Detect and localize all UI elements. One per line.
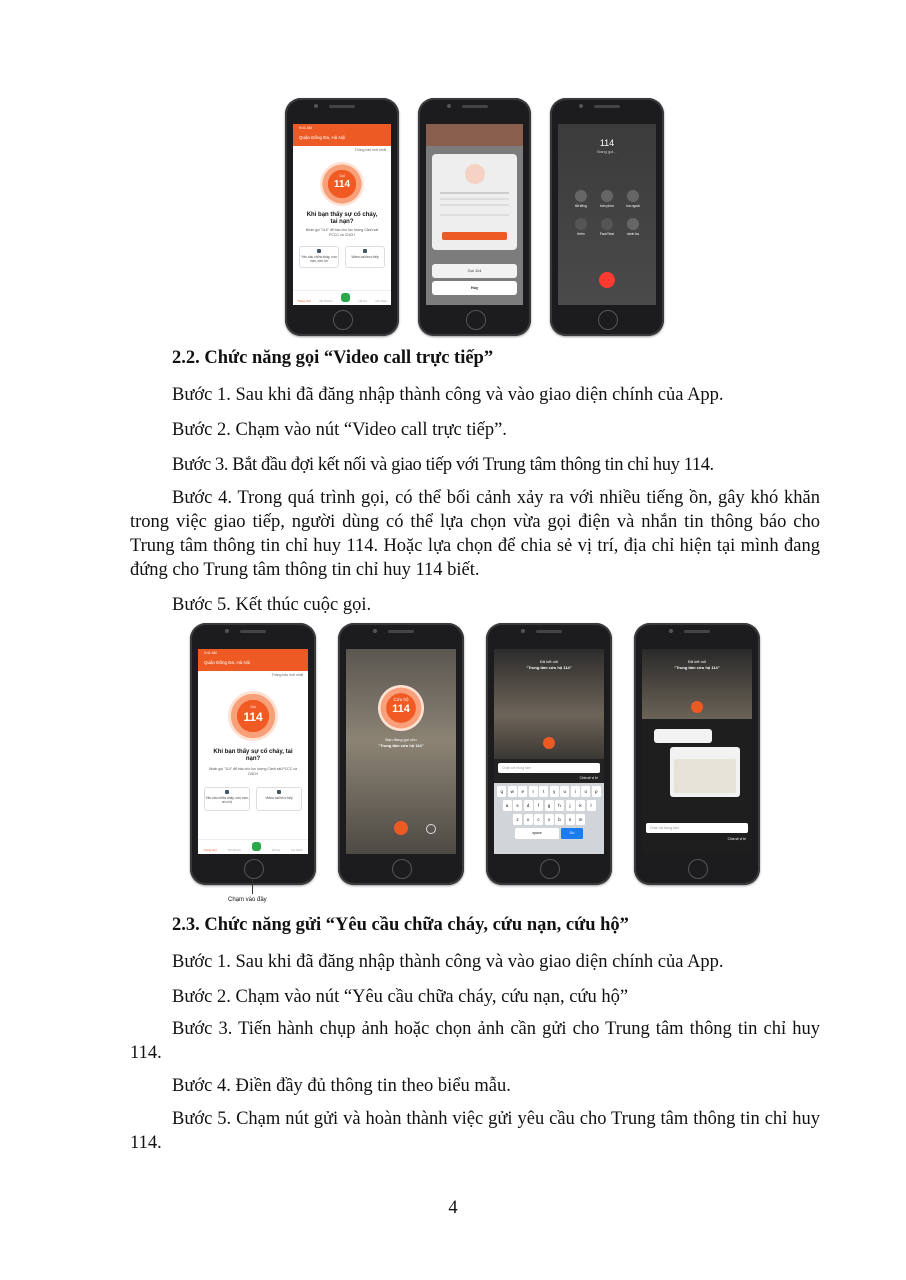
key-y[interactable]: y [550, 786, 559, 797]
tab-news[interactable]: Tin PCCC [319, 299, 333, 303]
location-label[interactable]: Quận Đống Đa, Hà Nội [204, 660, 251, 665]
tab-home[interactable]: Trang chủ [203, 848, 217, 852]
dial-status: Đang gọi... [597, 149, 617, 154]
phone-video-chat-messages [634, 623, 760, 885]
pointer-arrow [252, 880, 253, 894]
question-heading: Khi bạn thấy sự cố cháy, tai nạn? [306, 212, 378, 225]
end-call-icon[interactable] [691, 701, 703, 713]
section-2-3-title: 2.3. Chức năng gửi “Yêu cầu chữa cháy, cứu nạn, cứu hộ” [172, 915, 629, 935]
key-k[interactable]: k [576, 800, 585, 811]
key-v[interactable]: v [545, 814, 554, 825]
question-heading: Khi bạn thấy sự cố cháy, tai nạn? [213, 749, 293, 762]
keyboard-row [496, 786, 602, 797]
rescue-request-card[interactable]: Yêu cầu chữa cháy, cứu nạn, cứu hộ [299, 246, 339, 268]
s22-step-3: Bước 3. Bắt đầu đợi kết nối và giao tiếp với Trung tâm thông tin chỉ huy 114. [172, 455, 714, 475]
video-chat-screen [494, 649, 604, 854]
key-t[interactable]: t [539, 786, 548, 797]
phone-video-chat-keyboard [486, 623, 612, 885]
key-f[interactable]: f [534, 800, 543, 811]
map-thumbnail [674, 759, 736, 793]
sos-call-button[interactable]: Gọi 114 [320, 162, 364, 206]
s22-step-1: Bước 1. Sau khi đã đăng nhập thành công và vào giao diện chính của App. [172, 385, 724, 405]
calling-label: Bạn đang gọi cho [385, 737, 417, 742]
confirm-dialog [432, 154, 517, 250]
bottom-tab-bar [293, 290, 391, 305]
connected-label: Đã kết nối [687, 659, 706, 664]
go-key[interactable]: Go [561, 828, 583, 839]
key-a[interactable]: a [503, 800, 512, 811]
video-call-card[interactable]: Video call trực tiếp [256, 787, 302, 811]
switch-camera-icon[interactable] [426, 824, 436, 834]
tap-here-caption: Chạm vào đây [228, 897, 267, 903]
key-e[interactable]: e [518, 786, 527, 797]
page-number: 4 [448, 1198, 458, 1218]
video-calling-screen [346, 649, 456, 854]
center-name: "Trung tâm cứu hộ 114" [378, 743, 424, 748]
app-header: 9:41 AM Quận Đống Đa, Hà Nội [198, 649, 308, 671]
keypad-button[interactable]: bàn phím [594, 190, 620, 208]
notice-link[interactable]: Thông báo mới nhất [354, 148, 386, 152]
phone-video-calling [338, 623, 464, 885]
tab-support[interactable]: Hỗ trợ [271, 848, 281, 852]
center-name: "Trung tâm cứu hộ 114" [674, 665, 720, 670]
key-d[interactable]: d [524, 800, 533, 811]
bottom-tab-bar [198, 839, 308, 854]
phone-home-screen [285, 98, 399, 336]
s22-step-2: Bước 2. Chạm vào nút “Video call trực tiếp”. [172, 420, 507, 440]
key-z[interactable]: z [513, 814, 522, 825]
dialing-screen [558, 124, 656, 305]
video-call-card[interactable]: Video call trực tiếp [345, 246, 385, 268]
hint-text: Nhấn gọi "114" để báo cho lực lượng Cảnh sát PCCC và CNCH [305, 228, 379, 237]
key-n[interactable]: n [566, 814, 575, 825]
home-button [540, 859, 560, 879]
key-c[interactable]: c [534, 814, 543, 825]
key-o[interactable]: o [581, 786, 590, 797]
key-u[interactable]: u [560, 786, 569, 797]
s23-step-3: Bước 3. Tiến hành chụp ảnh hoặc chọn ảnh cần gửi cho Trung tâm thông tin chỉ huy 114. [130, 1019, 820, 1063]
speaker-button[interactable]: loa ngoài [620, 190, 646, 208]
confirm-call-button[interactable]: Gọi 114 [432, 264, 517, 278]
end-call-icon[interactable] [394, 821, 408, 835]
shield-icon[interactable] [252, 842, 261, 851]
location-label[interactable]: Quận Đống Đa, Hà Nội [299, 135, 346, 140]
s23-step-1: Bước 1. Sau khi đã đăng nhập thành công và vào giao diện chính của App. [172, 952, 724, 972]
keyboard-row [496, 814, 602, 825]
key-w[interactable]: w [508, 786, 517, 797]
home-button [688, 859, 708, 879]
s23-step-2: Bước 2. Chạm vào nút “Yêu cầu chữa cháy, cứu nạn, cứu hộ” [172, 987, 629, 1007]
key-p[interactable]: p [592, 786, 601, 797]
home-button [244, 859, 264, 879]
s23-step-4: Bước 4. Điền đầy đủ thông tin theo biểu mẫu. [172, 1076, 511, 1096]
share-location-link[interactable]: Chia sẻ vị trí [579, 776, 598, 780]
home-button [392, 859, 412, 879]
tab-profile[interactable]: Cá nhân [291, 848, 303, 852]
home-button [598, 310, 618, 330]
call-controls [568, 190, 646, 236]
chat-input[interactable]: Chat với trung tâm [498, 763, 600, 773]
chat-input[interactable]: Chat với trung tâm [646, 823, 748, 833]
key-j[interactable]: j [566, 800, 575, 811]
key-q[interactable]: q [497, 786, 506, 797]
tab-home[interactable]: Trang chủ [297, 299, 311, 303]
call-confirm-screen [426, 124, 523, 305]
key-s[interactable]: s [513, 800, 522, 811]
s22-step-5: Bước 5. Kết thúc cuộc gọi. [172, 595, 372, 615]
rescue-request-card[interactable]: Yêu cầu chữa cháy, cứu nạn, cứu hộ [204, 787, 250, 811]
phone-dialing [550, 98, 664, 336]
app-home-screen [293, 124, 391, 305]
facetime-button[interactable]: FaceTime [594, 218, 620, 236]
key-i[interactable]: i [571, 786, 580, 797]
keyboard [494, 783, 604, 854]
home-button [466, 310, 486, 330]
center-name: "Trung tâm cứu hộ 114" [526, 665, 572, 670]
tab-support[interactable]: Hỗ trợ [358, 299, 367, 303]
phone-home-screen-2 [190, 623, 316, 885]
add-call-button[interactable]: thêm [568, 218, 594, 236]
hint-text: Nhấn gọi "114" để báo cho lực lượng Cảnh sát PCCC và CNCH [208, 767, 297, 776]
key-b[interactable]: b [555, 814, 564, 825]
app-header: 9:41 AM Quận Đống Đa, Hà Nội [293, 124, 391, 146]
home-button [333, 310, 353, 330]
tab-news[interactable]: Tin PCCC [227, 848, 242, 852]
sos-call-button[interactable]: Gọi 114 [228, 691, 278, 741]
key-x[interactable]: x [524, 814, 533, 825]
keyboard-row [496, 828, 602, 839]
key-l[interactable]: l [587, 800, 596, 811]
share-location-link[interactable]: Chia sẻ vị trí [727, 837, 746, 841]
dial-number: 114 [599, 138, 615, 148]
message-bubble [670, 747, 740, 797]
end-call-icon[interactable] [599, 272, 615, 288]
phone-icon [465, 164, 485, 184]
key-r[interactable]: r [529, 786, 538, 797]
connected-label: Đã kết nối [539, 659, 558, 664]
app-home-screen-2 [198, 649, 308, 854]
message-bubble [654, 729, 712, 743]
mute-button[interactable]: tắt tiếng [568, 190, 594, 208]
phone-call-confirm [418, 98, 531, 336]
video-chat-messages-screen [642, 649, 752, 854]
keyboard-row [496, 800, 602, 811]
tab-profile[interactable]: Cá nhân [375, 299, 387, 303]
space-key[interactable]: space [515, 828, 559, 839]
section-2-2-title: 2.2. Chức năng gọi “Video call trực tiếp” [172, 348, 494, 368]
notice-link[interactable]: Thông báo mới nhất [271, 673, 303, 677]
key-m[interactable]: m [576, 814, 585, 825]
shield-icon[interactable] [341, 293, 350, 302]
s23-step-5: Bước 5. Chạm nút gửi và hoàn thành việc gửi yêu cầu cho Trung tâm thông tin chỉ huy 114. [130, 1109, 820, 1153]
contacts-button[interactable]: danh bạ [620, 218, 646, 236]
s22-step-4: Bước 4. Trong quá trình gọi, có thể bối cảnh xảy ra với nhiều tiếng ồn, gây khó khăn trong việc giao tiếp, người dùng có thể lựa chọn vừa gọi điện và nhắn tin thông báo cho Trung tâm thông tin chỉ huy 114. Hoặc lựa chọn để chia sẻ vị trí, địa chỉ hiện tại mình đang đứng cho Trung tâm thông tin chỉ huy 114 biết. [130, 488, 820, 580]
end-call-icon[interactable] [543, 737, 555, 749]
key-h[interactable]: h [555, 800, 564, 811]
key-g[interactable]: g [545, 800, 554, 811]
sos-rescue-badge: Cứu hộ 114 [378, 685, 424, 731]
cancel-button[interactable]: Hủy [432, 281, 517, 295]
